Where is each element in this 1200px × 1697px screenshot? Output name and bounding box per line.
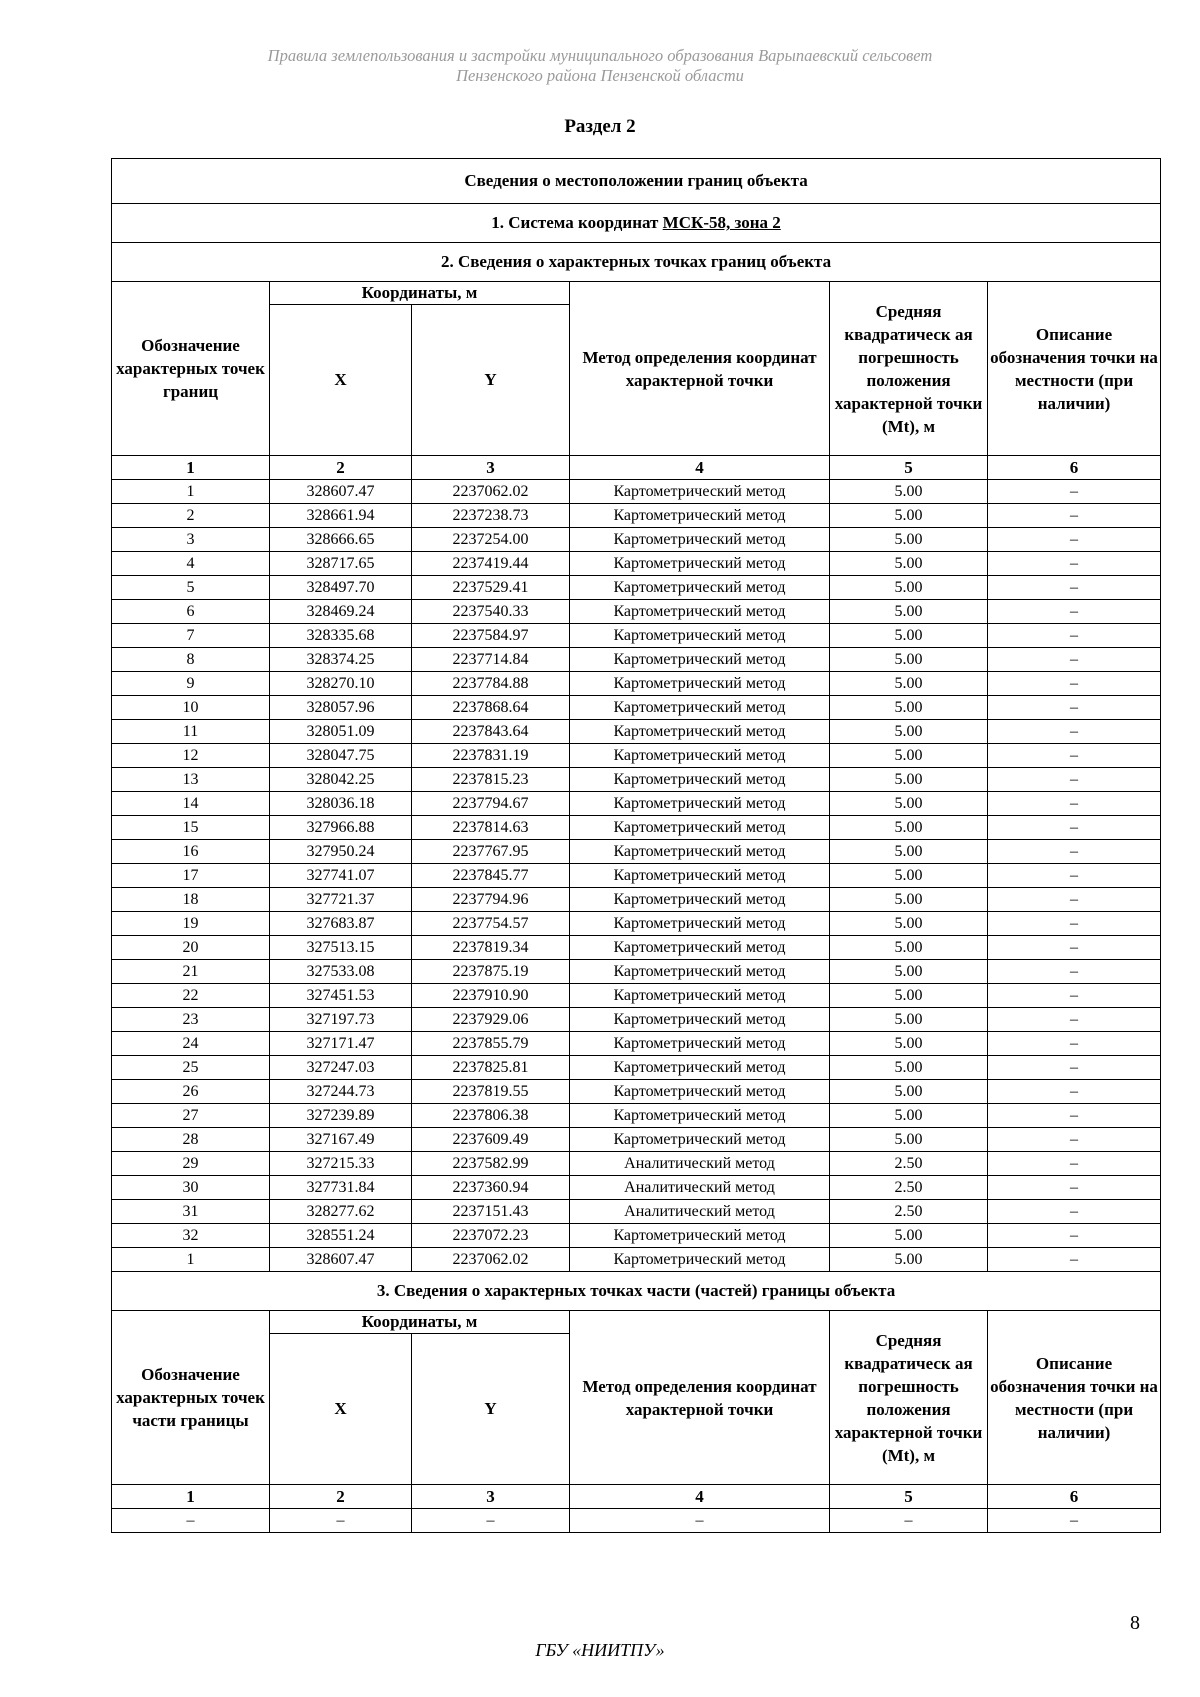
table-cell: – <box>988 1200 1161 1224</box>
table-cell: – <box>830 1509 988 1533</box>
table-cell: 328036.18 <box>270 792 412 816</box>
table-cell: 328551.24 <box>270 1224 412 1248</box>
col-num: 1 <box>112 456 270 480</box>
table-row <box>112 1056 1161 1080</box>
table-cell: – <box>988 696 1161 720</box>
table-cell: 5.00 <box>830 984 988 1008</box>
table-cell: 5.00 <box>830 1008 988 1032</box>
table-cell: – <box>988 1128 1161 1152</box>
table-cell: Картометрический метод <box>570 1248 830 1272</box>
table-cell: 2237254.00 <box>412 528 570 552</box>
table-cell: 5.00 <box>830 912 988 936</box>
table-cell: Картометрический метод <box>570 1008 830 1032</box>
coord-system-value: МСК-58, зона 2 <box>662 213 781 232</box>
table-cell: 14 <box>112 792 270 816</box>
table-cell: 1 <box>112 480 270 504</box>
table-cell: – <box>988 792 1161 816</box>
table-cell: 328374.25 <box>270 648 412 672</box>
head-designation-part: Обозначение характерных точек части границы <box>112 1311 270 1485</box>
table-cell: 5.00 <box>830 672 988 696</box>
head-error: Средняя квадратическ ая погрешность положения характерной точки (Mt), м <box>830 282 988 456</box>
page-number: 8 <box>1130 1612 1140 1634</box>
table-cell: Картометрический метод <box>570 864 830 888</box>
table-cell: 11 <box>112 720 270 744</box>
table-cell: 2237875.19 <box>412 960 570 984</box>
table-cell: 2 <box>112 504 270 528</box>
table-cell: 5.00 <box>830 1032 988 1056</box>
table-cell: 2237815.23 <box>412 768 570 792</box>
table-cell: 327533.08 <box>270 960 412 984</box>
table-cell: – <box>988 504 1161 528</box>
table-cell: – <box>988 1104 1161 1128</box>
table-cell: – <box>112 1509 270 1533</box>
table-cell: 328270.10 <box>270 672 412 696</box>
col-num: 5 <box>830 1485 988 1509</box>
table-cell: 327239.89 <box>270 1104 412 1128</box>
col-num: 3 <box>412 1485 570 1509</box>
table-cell: Картометрический метод <box>570 912 830 936</box>
table-cell: 2.50 <box>830 1200 988 1224</box>
table-cell: 30 <box>112 1176 270 1200</box>
part-section-title: 3. Сведения о характерных точках части (частей) границы объекта <box>112 1272 1161 1311</box>
table-row <box>112 504 1161 528</box>
running-header-line2: Пензенского района Пензенской области <box>456 66 744 85</box>
table-cell: 5.00 <box>830 960 988 984</box>
table-cell: 12 <box>112 744 270 768</box>
col-num: 2 <box>270 456 412 480</box>
column-numbers-row-part <box>112 1485 1161 1509</box>
table-row <box>112 888 1161 912</box>
table-cell: – <box>988 528 1161 552</box>
table-cell: Картометрический метод <box>570 1128 830 1152</box>
table-cell: 5.00 <box>830 576 988 600</box>
table-cell: 2237784.88 <box>412 672 570 696</box>
table-cell: 5.00 <box>830 600 988 624</box>
table-row <box>112 816 1161 840</box>
col-num: 6 <box>988 1485 1161 1509</box>
table-cell: Картометрический метод <box>570 600 830 624</box>
table-row <box>112 480 1161 504</box>
table-row <box>112 864 1161 888</box>
table-cell: 24 <box>112 1032 270 1056</box>
head-description-part: Описание обозначения точки на местности (при наличии) <box>988 1311 1161 1485</box>
table-cell: 21 <box>112 960 270 984</box>
boundary-table <box>111 158 1161 1533</box>
table-row <box>112 552 1161 576</box>
table-cell: 2237584.97 <box>412 624 570 648</box>
table-cell: 27 <box>112 1104 270 1128</box>
table-cell: 2237845.77 <box>412 864 570 888</box>
table-cell: 2237360.94 <box>412 1176 570 1200</box>
table-cell: 327513.15 <box>270 936 412 960</box>
column-numbers-row <box>112 456 1161 480</box>
table-cell: – <box>988 840 1161 864</box>
table-cell: Картометрический метод <box>570 696 830 720</box>
table-cell: 20 <box>112 936 270 960</box>
table-row <box>112 1008 1161 1032</box>
table-cell: – <box>988 576 1161 600</box>
table-cell: 2237151.43 <box>412 1200 570 1224</box>
table-cell: 2237714.84 <box>412 648 570 672</box>
table-row <box>112 720 1161 744</box>
table-cell: Картометрический метод <box>570 576 830 600</box>
table-row <box>112 1080 1161 1104</box>
table-cell: 5.00 <box>830 1224 988 1248</box>
table-cell: 327950.24 <box>270 840 412 864</box>
col-num: 5 <box>830 456 988 480</box>
table-cell: 2237419.44 <box>412 552 570 576</box>
col-num: 4 <box>570 1485 830 1509</box>
running-header-line1: Правила землепользования и застройки муниципального образования Варыпаевский сельсовет <box>267 46 933 65</box>
table-row <box>112 768 1161 792</box>
table-row <box>112 792 1161 816</box>
table-cell: Картометрический метод <box>570 768 830 792</box>
table-cell: – <box>570 1509 830 1533</box>
table-row <box>112 624 1161 648</box>
table-row <box>112 744 1161 768</box>
table-cell: Картометрический метод <box>570 624 830 648</box>
table-caption: Сведения о местоположении границ объекта <box>112 159 1161 204</box>
table-cell: 2237062.02 <box>412 1248 570 1272</box>
table-cell: 328607.47 <box>270 480 412 504</box>
table-cell: Аналитический метод <box>570 1200 830 1224</box>
table-cell: 5.00 <box>830 720 988 744</box>
table-cell: Картометрический метод <box>570 960 830 984</box>
table-cell: – <box>988 768 1161 792</box>
table-cell: 2237819.55 <box>412 1080 570 1104</box>
table-cell: Картометрический метод <box>570 504 830 528</box>
table-cell: Картометрический метод <box>570 888 830 912</box>
table-row <box>112 1032 1161 1056</box>
table-cell: 5.00 <box>830 768 988 792</box>
table-cell: 2237929.06 <box>412 1008 570 1032</box>
table-cell: 327197.73 <box>270 1008 412 1032</box>
table-cell: Картометрический метод <box>570 816 830 840</box>
table-cell: 2237843.64 <box>412 720 570 744</box>
table-cell: 2237794.67 <box>412 792 570 816</box>
table-cell: – <box>988 912 1161 936</box>
table-cell: 28 <box>112 1128 270 1152</box>
table-cell: 328047.75 <box>270 744 412 768</box>
head-error-part: Средняя квадратическ ая погрешность положения характерной точки (Mt), м <box>830 1311 988 1485</box>
table-cell: 328497.70 <box>270 576 412 600</box>
table-cell: 5.00 <box>830 504 988 528</box>
table-row <box>112 576 1161 600</box>
col-num: 1 <box>112 1485 270 1509</box>
table-cell: – <box>988 1032 1161 1056</box>
table-cell: 2237806.38 <box>412 1104 570 1128</box>
table-cell: 327966.88 <box>270 816 412 840</box>
table-cell: 3 <box>112 528 270 552</box>
table-cell: Картометрический метод <box>570 936 830 960</box>
table-cell: 327171.47 <box>270 1032 412 1056</box>
table-row <box>112 840 1161 864</box>
table-cell: 2237767.95 <box>412 840 570 864</box>
col-num: 6 <box>988 456 1161 480</box>
table-cell: 327451.53 <box>270 984 412 1008</box>
table-cell: 2237868.64 <box>412 696 570 720</box>
table-cell: Картометрический метод <box>570 720 830 744</box>
table-cell: – <box>988 936 1161 960</box>
table-cell: – <box>988 1176 1161 1200</box>
table-cell: 19 <box>112 912 270 936</box>
table-cell: 5.00 <box>830 552 988 576</box>
table-cell: Картометрический метод <box>570 1056 830 1080</box>
table-cell: 18 <box>112 888 270 912</box>
table-row <box>112 1176 1161 1200</box>
table-cell: 5.00 <box>830 936 988 960</box>
table-cell: 5.00 <box>830 840 988 864</box>
table-cell: 10 <box>112 696 270 720</box>
table-cell: – <box>988 1080 1161 1104</box>
table-cell: – <box>270 1509 412 1533</box>
table-cell: 5.00 <box>830 864 988 888</box>
table-cell: 2.50 <box>830 1176 988 1200</box>
table-cell: 328277.62 <box>270 1200 412 1224</box>
table-cell: 328051.09 <box>270 720 412 744</box>
table-cell: – <box>988 552 1161 576</box>
head-coordinates: Координаты, м <box>270 282 570 305</box>
table-cell: – <box>988 1008 1161 1032</box>
table-cell: – <box>988 1248 1161 1272</box>
table-cell: 23 <box>112 1008 270 1032</box>
table-cell: 327215.33 <box>270 1152 412 1176</box>
table-cell: – <box>988 672 1161 696</box>
table-cell: 2237831.19 <box>412 744 570 768</box>
table-row <box>112 528 1161 552</box>
table-cell: 328666.65 <box>270 528 412 552</box>
table-cell: 5.00 <box>830 816 988 840</box>
table-cell: 328469.24 <box>270 600 412 624</box>
table-row <box>112 960 1161 984</box>
table-cell: Картометрический метод <box>570 840 830 864</box>
table-cell: – <box>988 720 1161 744</box>
table-cell: Картометрический метод <box>570 1080 830 1104</box>
table-cell: 6 <box>112 600 270 624</box>
table-cell: 5.00 <box>830 1056 988 1080</box>
table-cell: 5.00 <box>830 1128 988 1152</box>
head-y-part: Y <box>412 1334 570 1485</box>
table-row <box>112 1128 1161 1152</box>
running-header <box>0 46 1200 86</box>
table-row <box>112 600 1161 624</box>
table-cell: 328335.68 <box>270 624 412 648</box>
table-cell: 7 <box>112 624 270 648</box>
table-cell: 4 <box>112 552 270 576</box>
table-row <box>112 1509 1161 1533</box>
table-cell: 17 <box>112 864 270 888</box>
table-cell: 327741.07 <box>270 864 412 888</box>
table-row <box>112 1248 1161 1272</box>
table-cell: 5.00 <box>830 480 988 504</box>
table-cell: 328042.25 <box>270 768 412 792</box>
table-cell: 8 <box>112 648 270 672</box>
table-cell: – <box>988 624 1161 648</box>
table-row <box>112 1224 1161 1248</box>
table-cell: – <box>988 744 1161 768</box>
table-cell: 2237062.02 <box>412 480 570 504</box>
table-row <box>112 648 1161 672</box>
table-cell: 2237814.63 <box>412 816 570 840</box>
table-cell: 2237540.33 <box>412 600 570 624</box>
table-cell: Картометрический метод <box>570 528 830 552</box>
table-cell: Картометрический метод <box>570 480 830 504</box>
table-cell: 5.00 <box>830 528 988 552</box>
col-num: 2 <box>270 1485 412 1509</box>
table-cell: 327247.03 <box>270 1056 412 1080</box>
table-cell: 2237819.34 <box>412 936 570 960</box>
table-cell: – <box>988 864 1161 888</box>
table-cell: 327167.49 <box>270 1128 412 1152</box>
table-cell: Картометрический метод <box>570 1224 830 1248</box>
table-cell: Аналитический метод <box>570 1176 830 1200</box>
table-row <box>112 696 1161 720</box>
head-method: Метод определения координат характерной точки <box>570 282 830 456</box>
table-cell: – <box>988 888 1161 912</box>
coord-system-row <box>112 204 1161 243</box>
table-cell: 31 <box>112 1200 270 1224</box>
table-cell: 2237609.49 <box>412 1128 570 1152</box>
table-cell: Картометрический метод <box>570 552 830 576</box>
head-coordinates-part: Координаты, м <box>270 1311 570 1334</box>
table-cell: 5.00 <box>830 1248 988 1272</box>
table-cell: 15 <box>112 816 270 840</box>
table-cell: – <box>988 816 1161 840</box>
table-cell: – <box>988 648 1161 672</box>
table-cell: 5.00 <box>830 648 988 672</box>
section-title: Раздел 2 <box>564 116 636 137</box>
table-cell: – <box>412 1509 570 1533</box>
table-cell: 327731.84 <box>270 1176 412 1200</box>
table-cell: 2237072.23 <box>412 1224 570 1248</box>
table-cell: 2237855.79 <box>412 1032 570 1056</box>
table-cell: 2237754.57 <box>412 912 570 936</box>
head-x: X <box>270 305 412 456</box>
table-cell: – <box>988 960 1161 984</box>
table-cell: 5.00 <box>830 624 988 648</box>
table-cell: Картометрический метод <box>570 648 830 672</box>
table-cell: 22 <box>112 984 270 1008</box>
table-cell: 328717.65 <box>270 552 412 576</box>
table-cell: 9 <box>112 672 270 696</box>
table-cell: – <box>988 1056 1161 1080</box>
table-cell: 328661.94 <box>270 504 412 528</box>
table-cell: 5.00 <box>830 1104 988 1128</box>
table-cell: Аналитический метод <box>570 1152 830 1176</box>
table-cell: 327721.37 <box>270 888 412 912</box>
table-cell: – <box>988 1509 1161 1533</box>
footer-org: ГБУ «НИИТПУ» <box>535 1640 665 1660</box>
table-cell: 2.50 <box>830 1152 988 1176</box>
table-row <box>112 912 1161 936</box>
table-cell: 328607.47 <box>270 1248 412 1272</box>
col-num: 3 <box>412 456 570 480</box>
table-cell: 328057.96 <box>270 696 412 720</box>
head-y: Y <box>412 305 570 456</box>
table-cell: – <box>988 1152 1161 1176</box>
table-cell: 5.00 <box>830 696 988 720</box>
table-cell: Картометрический метод <box>570 984 830 1008</box>
head-method-part: Метод определения координат характерной точки <box>570 1311 830 1485</box>
table-cell: 2237825.81 <box>412 1056 570 1080</box>
table-cell: 2237910.90 <box>412 984 570 1008</box>
table-cell: Картометрический метод <box>570 1032 830 1056</box>
head-designation: Обозначение характерных точек границ <box>112 282 270 456</box>
table-cell: Картометрический метод <box>570 744 830 768</box>
table-cell: Картометрический метод <box>570 1104 830 1128</box>
head-description: Описание обозначения точки на местности (при наличии) <box>988 282 1161 456</box>
table-cell: 29 <box>112 1152 270 1176</box>
table-row <box>112 672 1161 696</box>
table-cell: 5.00 <box>830 744 988 768</box>
table-cell: 2237582.99 <box>412 1152 570 1176</box>
table-cell: 13 <box>112 768 270 792</box>
table-cell: 327244.73 <box>270 1080 412 1104</box>
table-cell: 25 <box>112 1056 270 1080</box>
col-num: 4 <box>570 456 830 480</box>
table-cell: Картометрический метод <box>570 792 830 816</box>
table-cell: 32 <box>112 1224 270 1248</box>
table-row <box>112 1152 1161 1176</box>
table-cell: 2237238.73 <box>412 504 570 528</box>
table-row <box>112 936 1161 960</box>
table-cell: 5.00 <box>830 792 988 816</box>
table-cell: 16 <box>112 840 270 864</box>
table-cell: 5.00 <box>830 888 988 912</box>
table-row <box>112 1200 1161 1224</box>
table-cell: – <box>988 1224 1161 1248</box>
table-cell: – <box>988 480 1161 504</box>
table-cell: 2237529.41 <box>412 576 570 600</box>
table-cell: – <box>988 600 1161 624</box>
table-row <box>112 984 1161 1008</box>
head-x-part: X <box>270 1334 412 1485</box>
table-cell: 5 <box>112 576 270 600</box>
table-cell: 5.00 <box>830 1080 988 1104</box>
table-cell: – <box>988 984 1161 1008</box>
points-section-title: 2. Сведения о характерных точках границ объекта <box>112 243 1161 282</box>
table-cell: 1 <box>112 1248 270 1272</box>
table-cell: 2237794.96 <box>412 888 570 912</box>
table-cell: Картометрический метод <box>570 672 830 696</box>
table-cell: 26 <box>112 1080 270 1104</box>
table-cell: 327683.87 <box>270 912 412 936</box>
table-row <box>112 1104 1161 1128</box>
coord-system-label: 1. Система координат <box>491 213 659 232</box>
